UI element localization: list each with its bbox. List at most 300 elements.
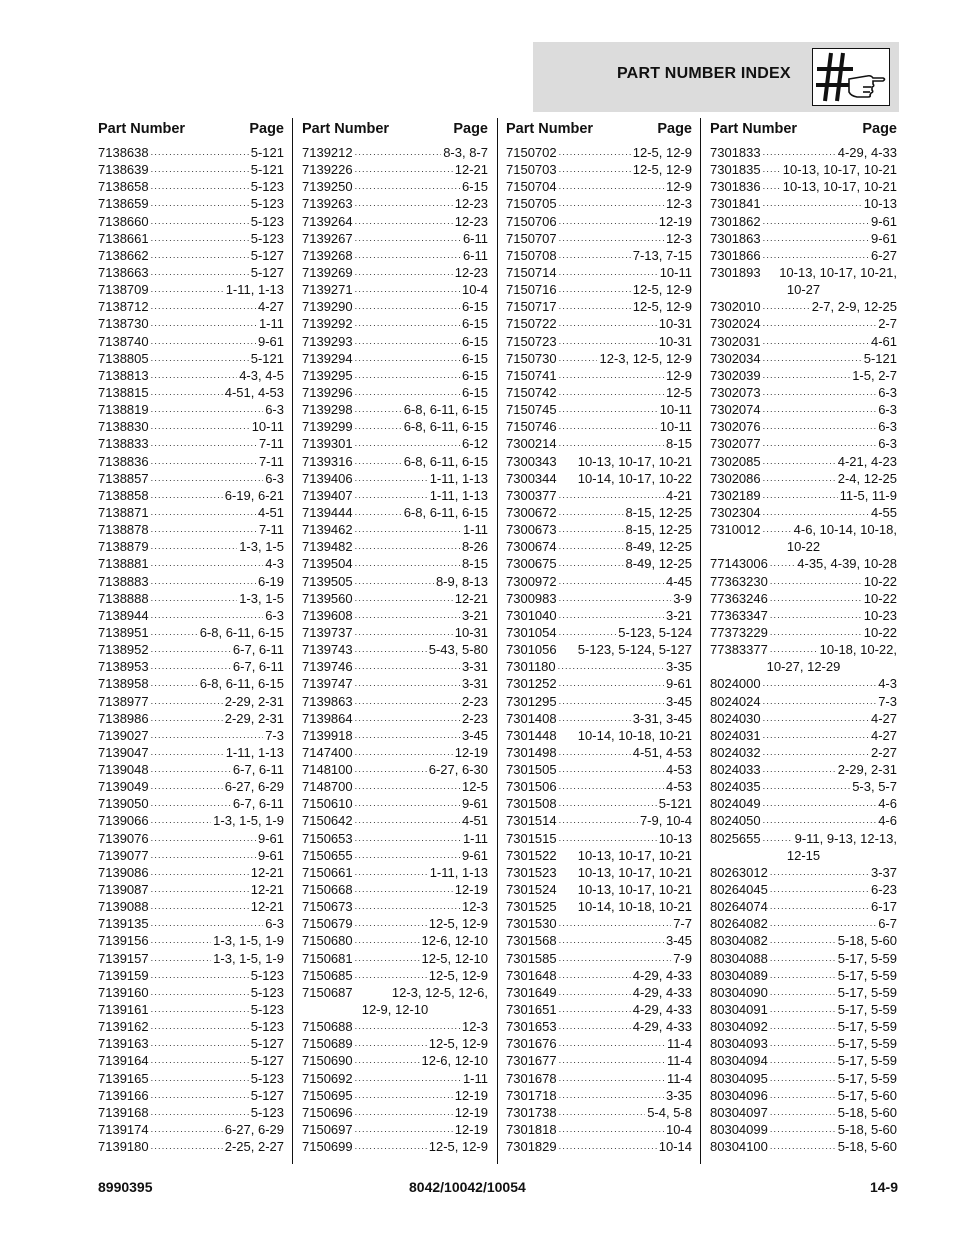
- part-number: 80304094: [710, 1053, 768, 1069]
- dot-leader: [355, 864, 428, 881]
- index-entry: [98, 333, 284, 350]
- part-number: 7301841: [710, 196, 761, 212]
- page-reference: 10-18, 10-22,: [819, 642, 897, 658]
- page-reference: 3-31: [461, 659, 488, 675]
- page-reference: 4-6: [878, 813, 897, 829]
- index-entry: [98, 281, 284, 298]
- part-number: 7139505: [302, 573, 353, 589]
- part-number: 8024035: [710, 779, 761, 795]
- page-reference: 1-11: [258, 316, 284, 332]
- column-header: [98, 120, 284, 144]
- page-reference: 12-19: [454, 1087, 488, 1103]
- index-column-2: [302, 120, 488, 1155]
- page-reference: 5-3, 5-7: [852, 779, 897, 795]
- index-entry: [302, 727, 488, 744]
- page-reference: 2-7: [878, 316, 897, 332]
- index-column-1: [98, 120, 284, 1155]
- dot-leader: [559, 590, 672, 607]
- dot-leader: [151, 950, 212, 967]
- part-number: 77143006: [710, 556, 768, 572]
- index-entry: [302, 538, 488, 555]
- part-number: 7139294: [302, 350, 353, 366]
- footer-page-number: 14-9: [869, 1179, 898, 1195]
- index-entry: [98, 830, 284, 847]
- part-number: 7150699: [302, 1139, 353, 1155]
- part-number: 7301530: [506, 916, 557, 932]
- index-entry: [506, 555, 692, 572]
- index-entry: [302, 795, 488, 812]
- dot-leader: [770, 1070, 836, 1087]
- page-reference: 6-7, 6-11: [232, 642, 284, 658]
- index-entry: [506, 607, 692, 624]
- part-number: 7139161: [98, 1002, 149, 1018]
- dot-leader: [355, 1052, 420, 1069]
- part-number: 7138638: [98, 145, 149, 160]
- index-entry: [710, 298, 897, 315]
- dot-leader: [763, 830, 793, 847]
- index-entry: [710, 487, 897, 504]
- part-number: 7150723: [506, 333, 557, 349]
- dot-leader: [151, 710, 223, 727]
- part-number: 7139462: [302, 522, 353, 538]
- page-reference: 12-5: [461, 779, 488, 795]
- index-entry: [98, 898, 284, 915]
- page-reference: 4-51, 4-53: [632, 744, 692, 760]
- part-number: 7138663: [98, 264, 149, 280]
- index-entry: [98, 1001, 284, 1018]
- dot-leader: [151, 881, 249, 898]
- dot-leader: [151, 898, 249, 915]
- page-reference: 4-3, 4-5: [239, 367, 284, 383]
- page-reference: 5-17, 5-59: [837, 1053, 897, 1069]
- part-number: 7139918: [302, 727, 353, 743]
- dot-leader: [559, 830, 657, 847]
- index-entry: [98, 693, 284, 710]
- part-number: 7301054: [506, 624, 557, 640]
- part-number: 7300674: [506, 539, 557, 555]
- page-reference: 12-9: [665, 179, 692, 195]
- page-reference: 6-19: [257, 573, 284, 589]
- page-reference: 2-29, 2-31: [224, 693, 284, 709]
- part-number: 7150697: [302, 1122, 353, 1138]
- page-reference: 10-13: [863, 196, 897, 212]
- index-entry: [302, 195, 488, 212]
- part-number: 7139135: [98, 916, 149, 932]
- page-reference-continued: 12-9, 12-10: [361, 1002, 429, 1018]
- part-number: 7150689: [302, 1036, 353, 1052]
- page-reference: 7-9, 10-4: [639, 813, 692, 829]
- page-heading: Page: [249, 121, 284, 137]
- index-entry: [98, 590, 284, 607]
- page-reference: 2-27: [870, 744, 897, 760]
- page-reference: 12-19: [658, 213, 692, 229]
- dot-leader: [355, 812, 460, 829]
- index-entry: [302, 590, 488, 607]
- index-entry: [98, 812, 284, 829]
- dot-leader: [355, 607, 460, 624]
- index-entry: [506, 1070, 692, 1087]
- index-entry: [506, 881, 692, 898]
- index-entry: [710, 744, 897, 761]
- page-reference: 4-61: [870, 333, 897, 349]
- dot-leader: [770, 1035, 836, 1052]
- dot-leader: [559, 350, 598, 367]
- dot-leader: [151, 1087, 249, 1104]
- index-entry: [506, 864, 692, 881]
- dot-leader: [355, 847, 460, 864]
- part-number: 7138836: [98, 453, 149, 469]
- part-number: 7300673: [506, 522, 557, 538]
- index-entry: [506, 847, 692, 864]
- page-reference: 8-49, 12-25: [625, 556, 692, 572]
- index-entry: [98, 1035, 284, 1052]
- part-number: 7138878: [98, 522, 149, 538]
- page-reference: 4-51, 4-53: [224, 384, 284, 400]
- part-number-heading: Part Number: [98, 121, 186, 137]
- index-entry: [506, 624, 692, 641]
- part-number: 7150742: [506, 384, 557, 400]
- index-entry: [506, 727, 692, 744]
- index-entry: [98, 350, 284, 367]
- page-reference: 12-5, 12-9: [428, 916, 488, 932]
- page-reference: 10-11: [659, 419, 692, 435]
- dot-leader: [355, 830, 461, 847]
- part-number-heading: Part Number: [506, 121, 594, 137]
- index-entry: [98, 1018, 284, 1035]
- part-number: 80264045: [710, 882, 768, 898]
- page-reference: 5-123: [250, 1002, 284, 1018]
- index-entry: [302, 247, 488, 264]
- index-entry: [506, 1018, 692, 1035]
- index-entry: [302, 504, 488, 521]
- part-number: 80264082: [710, 916, 768, 932]
- part-number: 7139271: [302, 282, 353, 298]
- dot-leader: [355, 555, 460, 572]
- index-entry: [710, 247, 897, 264]
- page-reference: 5-18, 5-60: [837, 1104, 897, 1120]
- dot-leader: [763, 693, 877, 710]
- part-number: 7301649: [506, 984, 557, 1000]
- part-number: 7150685: [302, 967, 353, 983]
- page-reference: 11-4: [666, 1036, 692, 1052]
- part-number: 8024049: [710, 796, 761, 812]
- index-entry: [710, 761, 897, 778]
- dot-leader: [151, 744, 224, 761]
- dot-leader: [151, 298, 256, 315]
- dot-leader: [151, 693, 223, 710]
- dot-leader: [151, 1001, 249, 1018]
- index-entry: [98, 144, 284, 161]
- index-entry: [506, 744, 692, 761]
- page-reference: 4-29, 4-33: [632, 967, 692, 983]
- page-reference: 6-15: [461, 179, 488, 195]
- part-number: 7301514: [506, 813, 557, 829]
- part-number: 7301866: [710, 247, 761, 263]
- page-reference: 6-3: [878, 384, 897, 400]
- dot-leader: [559, 1070, 665, 1087]
- page-reference: 2-4, 12-25: [837, 470, 897, 486]
- index-entry: [302, 864, 488, 881]
- page-reference: 6-15: [461, 333, 488, 349]
- part-number: 7139290: [302, 299, 353, 315]
- part-number: 7138709: [98, 282, 149, 298]
- page-reference: 10-13, 10-17, 10-21: [577, 882, 692, 898]
- index-entry: [302, 264, 488, 281]
- dot-leader: [151, 727, 264, 744]
- part-number: 7139316: [302, 453, 353, 469]
- dot-leader: [559, 950, 672, 967]
- dot-leader: [355, 624, 453, 641]
- dot-leader: [355, 1104, 453, 1121]
- part-number: 7301040: [506, 607, 557, 623]
- index-entry: [302, 915, 488, 932]
- index-entry: [506, 384, 692, 401]
- index-entry: [506, 264, 692, 281]
- index-entry: [506, 161, 692, 178]
- part-number: 7138958: [98, 676, 149, 692]
- dot-leader: [151, 504, 256, 521]
- part-number: 7138639: [98, 162, 149, 178]
- page-reference: 10-14, 10-18, 10-21: [577, 727, 692, 743]
- part-number: 8024032: [710, 744, 761, 760]
- dot-leader: [355, 298, 460, 315]
- part-number: 7301515: [506, 830, 557, 846]
- part-number: 7139163: [98, 1036, 149, 1052]
- index-entry: [98, 418, 284, 435]
- index-entry: [710, 641, 897, 658]
- part-number: 7150714: [506, 264, 557, 280]
- dot-leader: [151, 453, 257, 470]
- index-entry: [98, 1121, 284, 1138]
- part-number: 80304099: [710, 1122, 768, 1138]
- part-number: 7150655: [302, 847, 353, 863]
- part-number: 7139048: [98, 762, 149, 778]
- page-reference: 12-21: [454, 162, 488, 178]
- page-reference: 7-3: [878, 693, 897, 709]
- dot-leader: [770, 1018, 836, 1035]
- page-reference: 12-3, 12-5, 12-6,: [391, 984, 488, 1000]
- index-entry: [710, 950, 897, 967]
- page-reference: 10-13: [658, 830, 692, 846]
- index-entry: [710, 607, 897, 624]
- dot-leader: [770, 915, 876, 932]
- part-number: 7301738: [506, 1104, 557, 1120]
- dot-leader: [151, 1070, 249, 1087]
- dot-leader: [151, 333, 256, 350]
- part-number: 7138986: [98, 710, 149, 726]
- part-number: 7139157: [98, 950, 149, 966]
- page-reference: 8-15: [665, 436, 692, 452]
- part-number: 8024024: [710, 693, 761, 709]
- dot-leader: [355, 1035, 427, 1052]
- dot-leader: [151, 761, 231, 778]
- part-number: 7139293: [302, 333, 353, 349]
- index-entry: [98, 487, 284, 504]
- dot-leader: [355, 487, 428, 504]
- page-reference: 8-15, 12-25: [625, 522, 692, 538]
- dot-leader: [559, 161, 631, 178]
- part-number: 7138662: [98, 247, 149, 263]
- part-number: 7302031: [710, 333, 761, 349]
- dot-leader: [763, 333, 869, 350]
- dot-leader: [559, 401, 658, 418]
- part-number: 7302085: [710, 453, 761, 469]
- dot-leader: [355, 333, 460, 350]
- index-entry: [302, 315, 488, 332]
- index-entry: [98, 932, 284, 949]
- index-entry: [710, 504, 897, 521]
- dot-leader: [770, 1121, 836, 1138]
- index-entry: [710, 915, 897, 932]
- dot-leader: [559, 1087, 664, 1104]
- page-reference: 5-121: [250, 145, 284, 160]
- index-entry: [710, 693, 897, 710]
- part-number: 7138830: [98, 419, 149, 435]
- dot-leader: [763, 812, 877, 829]
- page-reference: 9-61: [257, 333, 284, 349]
- dot-leader: [151, 1035, 249, 1052]
- index-entry: [302, 573, 488, 590]
- index-entry: [710, 195, 897, 212]
- dot-leader: [763, 521, 792, 538]
- dot-leader: [559, 812, 638, 829]
- index-entry: [506, 967, 692, 984]
- part-number: 7138857: [98, 470, 149, 486]
- index-entry: [98, 504, 284, 521]
- index-entry: [302, 418, 488, 435]
- index-entry: [98, 573, 284, 590]
- page-heading: Page: [862, 121, 897, 137]
- part-number: 7302073: [710, 384, 761, 400]
- dot-leader: [763, 298, 810, 315]
- dot-leader: [355, 264, 453, 281]
- pointing-hand-index-icon: [812, 48, 890, 106]
- index-entry: [710, 932, 897, 949]
- page-reference: 5-127: [250, 247, 284, 263]
- dot-leader: [151, 247, 249, 264]
- part-number: 8025655: [710, 830, 761, 846]
- dot-leader: [559, 538, 624, 555]
- part-number: 7148700: [302, 779, 353, 795]
- index-entry: [302, 1087, 488, 1104]
- part-number: 7138658: [98, 179, 149, 195]
- page-reference: 8-15, 12-25: [625, 504, 692, 520]
- part-number: 7301508: [506, 796, 557, 812]
- index-entry: [506, 487, 692, 504]
- part-number: 77363230: [710, 573, 768, 589]
- dot-leader: [151, 213, 249, 230]
- dot-leader: [355, 898, 460, 915]
- page-reference: 4-3: [265, 556, 284, 572]
- page-reference: 3-35: [665, 1087, 692, 1103]
- page-reference: 5-123, 5-124, 5-127: [577, 642, 692, 658]
- part-number: 7139746: [302, 659, 353, 675]
- dot-leader: [151, 864, 249, 881]
- page-reference: 6-3: [265, 470, 284, 486]
- index-entry: [506, 178, 692, 195]
- index-entry: [98, 230, 284, 247]
- page-reference: 4-29, 4-33: [632, 1019, 692, 1035]
- dot-leader: [355, 710, 460, 727]
- page-reference: 12-5, 12-9: [632, 299, 692, 315]
- index-entry: [98, 761, 284, 778]
- page-reference: 10-22: [863, 573, 897, 589]
- page-reference: 12-21: [250, 899, 284, 915]
- page-reference: 5-17, 5-59: [837, 984, 897, 1000]
- part-number: 7300377: [506, 487, 557, 503]
- index-entry: [302, 967, 488, 984]
- index-entry: [302, 881, 488, 898]
- column-header: [302, 120, 488, 144]
- page-heading: Page: [453, 121, 488, 137]
- index-entry: [302, 487, 488, 504]
- part-number: 77363246: [710, 590, 768, 606]
- part-number: 7150661: [302, 864, 353, 880]
- page-reference: 12-19: [454, 1104, 488, 1120]
- dot-leader: [770, 624, 862, 641]
- index-entry: [98, 847, 284, 864]
- dot-leader: [151, 607, 264, 624]
- index-entry: [710, 898, 897, 915]
- dot-leader: [355, 213, 453, 230]
- part-number: 7138879: [98, 539, 149, 555]
- dot-leader: [763, 144, 836, 161]
- part-number: 7302039: [710, 367, 761, 383]
- page-reference: 10-13, 10-17, 10-21: [577, 847, 692, 863]
- dot-leader: [559, 281, 631, 298]
- part-number: 7139066: [98, 813, 149, 829]
- part-number: 7301252: [506, 676, 557, 692]
- page-reference: 6-15: [461, 316, 488, 332]
- page-reference: 6-3: [878, 419, 897, 435]
- part-number: 7150745: [506, 402, 557, 418]
- dot-leader: [151, 538, 238, 555]
- page-reference: 6-27, 6-29: [224, 1122, 284, 1138]
- index-entry: [302, 778, 488, 795]
- index-entry: [302, 521, 488, 538]
- part-number: 7302034: [710, 350, 761, 366]
- index-entry: [302, 144, 488, 161]
- page-reference: 3-31: [461, 676, 488, 692]
- page-reference: 11-4: [666, 1053, 692, 1069]
- part-number: 7139863: [302, 693, 353, 709]
- page-reference: 5-121: [250, 350, 284, 366]
- page-reference: 7-7: [673, 916, 692, 932]
- page-reference: 5-123: [250, 967, 284, 983]
- dot-leader: [355, 967, 427, 984]
- index-entry: [710, 967, 897, 984]
- page-reference: 12-5, 12-9: [632, 282, 692, 298]
- dot-leader: [559, 1018, 631, 1035]
- column-divider: [700, 118, 701, 1164]
- part-number: 7301180: [506, 659, 556, 675]
- page-reference: 8-49, 12-25: [625, 539, 692, 555]
- page-reference: 8-9, 8-13: [435, 573, 488, 589]
- dot-leader: [355, 1121, 453, 1138]
- page-reference: 10-31: [658, 316, 692, 332]
- dot-leader: [763, 675, 877, 692]
- index-entry: [302, 1035, 488, 1052]
- dot-leader: [557, 847, 578, 864]
- page-reference: 2-23: [461, 693, 488, 709]
- part-number: 7301523: [506, 864, 557, 880]
- dot-leader: [151, 470, 264, 487]
- dot-leader: [763, 213, 869, 230]
- page-reference: 6-7: [878, 916, 897, 932]
- part-number: 7150690: [302, 1053, 353, 1069]
- index-entry: [506, 830, 692, 847]
- page-reference: 10-13, 10-17, 10-21: [577, 864, 692, 880]
